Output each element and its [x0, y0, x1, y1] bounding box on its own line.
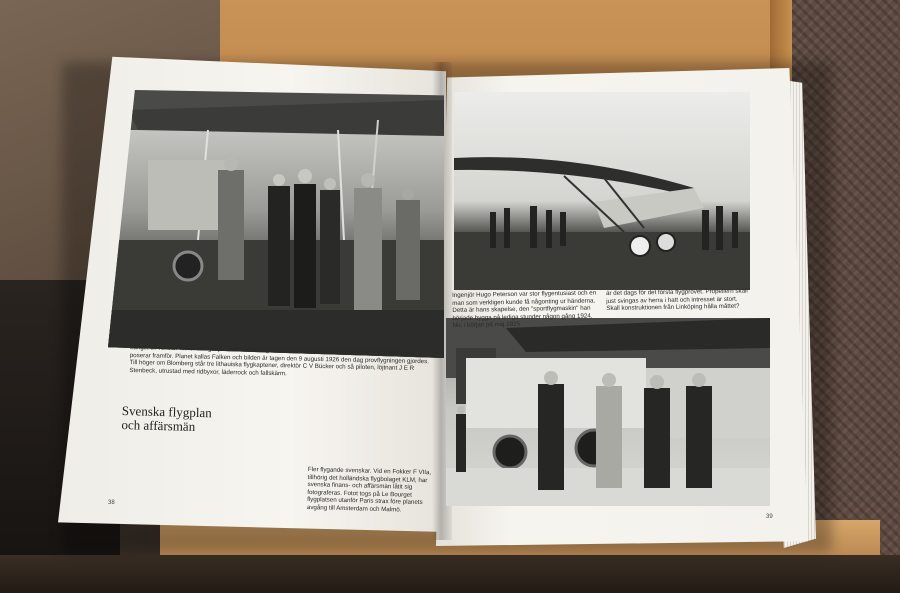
right-page-photo-fokker-businessmen — [446, 318, 770, 506]
left-page-heading — [121, 404, 212, 434]
left-page-photo-biplane-group — [108, 90, 444, 358]
right-page-number: 39 — [766, 514, 773, 520]
heading-line-1: Svenska flygplan — [121, 403, 212, 421]
left-page-bottom-caption: Fler flygande svenskar. Vid en Fokker F VIIa, tillhörig det holländska flygbolaget KLM, har svenska finans- och affärsmän låtit sig fotograferas. Fotot togs på Le Bourget flygplatsen utanför Paris strax före planets avgång till Amsterdam och Malmö. — [306, 466, 432, 514]
right-page-photo-monoplane-field — [454, 92, 750, 290]
left-page-number: 38 — [108, 500, 115, 506]
left-page-main-caption: Längst till vänster finner vi ingenjör Sven Blomberg. Han har konstruerat dubbeldäckaren som herrarna poserar framför. Planet kallas Falken och bilden är tagen den 9 augusti 1926 den dag provflygningen gjordes. Till höger om Blomberg står tre lithauiska flygkaptener, direktör C V Bücker och så piloten, löjtnant J E R Stenbeck, utrustad med ridbyxor, läderrock och fallskärm. — [129, 344, 430, 378]
floor-shadow — [0, 555, 900, 593]
right-page-caption-left: Ingenjör Hugo Peterson var stor flygentusiast och en man som verkligen kunde få någonting ur händerna. Detta är hans skapelse, den "sportflygmaskin" han började bygga på lediga stunder någon gång 1924. Nu, i början på maj 1925 — [452, 289, 597, 330]
right-page-caption-right: är det dags för det första flygprovet. Propellern skall just svingas av herra i hatt och intresset är stort. Skall konstruktionen från Linköping hålla måttet? — [606, 287, 748, 313]
heading-line-2: och affärsmän — [121, 416, 196, 434]
